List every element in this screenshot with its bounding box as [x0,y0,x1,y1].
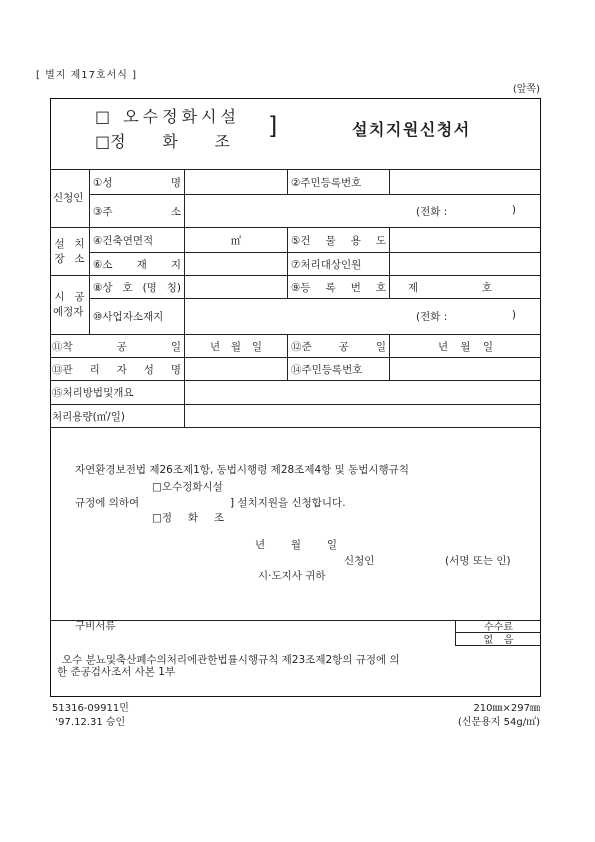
statement-option-sewage: □오수정화시설 [152,481,223,493]
documents-item-line1: 오수 분뇨및축산폐수의처리에관한법률시행규칙 제23조제2항의 규정에 의 [62,654,400,666]
capacity-label: 처리용량(㎥/일) [52,410,125,423]
floor-area-label-cell [90,228,185,253]
capacity-field [185,405,541,428]
fee-label: 수수료 [456,620,541,633]
footer-paper-size: 210㎜×297㎜ [473,703,540,714]
manager-name-field [185,358,288,381]
documents-item-line2: 한 준공검사조서 사본 1부 [57,666,176,678]
completion-date-label: ⑫준 공 일 [291,340,386,353]
start-date-value: 년 월 일 [210,340,262,353]
contractor-phone-close: ) [511,309,516,321]
location-label-cell [90,253,185,276]
trade-name-label: ⑧상 호 (명 칭) [93,281,181,294]
statement-prefix: 규정에 의하여 [75,497,140,509]
signature-note: (서명 또는 인) [445,555,511,567]
fee-value: 없 음 [483,635,514,647]
office-address-label: ⑩사업자소재지 [93,311,164,323]
applicant-phone-open: (전화 : [416,205,448,218]
applicant-name-label-cell [90,170,185,195]
manager-resident-no-field [390,358,541,381]
location-label: ⑥소 재 지 [93,258,181,271]
start-date-label-cell [50,335,185,358]
capacity-label-cell [50,405,185,428]
floor-area-label: ④건축연면적 [93,234,154,247]
manager-name-label: ⑬관 리 자 성 명 [52,363,181,376]
applicant-group-text: 신청인 [53,192,84,204]
start-date-field [185,335,288,358]
applicant-address-field [185,195,541,228]
contractor-phone-open: (전화 : [416,311,448,323]
statement-applicant-label: 신청인 [344,555,375,567]
trade-name-field [185,276,288,299]
documents-label: 구비서류 [75,620,116,632]
statement-line1: 자연환경보전법 제26조제1항, 동법시행령 제28조제4항 및 동법시행규칙 [75,464,409,476]
form-title: 설치지원신청서 [352,120,471,139]
form-code-label: [ 별지 제17호서식 ] [36,70,138,81]
contractor-group-line2: 예정자 [53,306,84,318]
registration-no-label-cell [288,276,390,299]
treatment-method-label-cell [50,381,185,405]
applicant-address-label-cell [90,195,185,228]
completion-date-label-cell [288,335,390,358]
completion-date-value: 년 월 일 [438,340,493,353]
fee-box [455,620,541,646]
building-use-field [390,228,541,253]
target-population-field [390,253,541,276]
treatment-method-field [185,381,541,405]
site-group-line1: 설 치 [54,237,85,250]
office-address-label-cell [90,299,185,335]
addressee: 시·도지사 귀하 [258,570,326,582]
applicant-address-label: ③주 소 [93,205,181,218]
manager-name-label-cell [50,358,185,381]
start-date-label: ⑪착 공 일 [52,340,181,353]
page-side-label: (앞쪽) [512,84,540,95]
applicant-name-label: ①성 명 [93,176,181,189]
header-option-sewage: □ 오수정화시설 [95,107,240,126]
applicant-group-label [50,170,90,228]
applicant-phone [416,204,516,219]
header-bracket: ] [268,112,278,140]
registration-no-value: 제 호 [408,281,492,294]
completion-date-field [390,335,541,358]
footer-approval: ‘97.12.31 승인 [55,717,126,728]
header-option-septic: □정 화 조 [95,132,230,151]
statement-date: 년 월 일 [255,539,337,551]
treatment-method-label: ⑮처리방법및개요 [52,387,134,399]
applicant-resident-no-field [390,170,541,195]
applicant-resident-no-label-cell [288,170,390,195]
footer-paper-type: (신문용지 54g/㎡) [457,717,540,728]
target-population-label-cell [288,253,390,276]
registration-no-label: ⑨등 록 번 호 [291,281,386,294]
manager-resident-no-label: ⑭주민등록번호 [291,363,363,376]
applicant-name-field [185,170,288,195]
contractor-group-line1: 시 공 [54,291,85,303]
footer-form-number: 51316-09911민 [52,703,129,714]
registration-no-field [390,276,541,299]
statement-option-septic: □정 화 조 [152,512,224,524]
site-group-line2: 장 소 [54,252,85,265]
trade-name-label-cell [90,276,185,299]
applicant-resident-no-label: ②주민등록번호 [291,176,362,189]
building-use-label: ⑤건 물 용 도 [291,234,386,247]
manager-resident-no-label-cell [288,358,390,381]
office-address-field [185,299,541,335]
building-use-label-cell [288,228,390,253]
contractor-phone [416,309,516,324]
target-population-label: ⑦처리대상인원 [291,258,362,271]
site-group-label [50,228,90,276]
statement-suffix: ] 설치지원을 신청합니다. [230,497,346,509]
fee-value-row [456,633,541,646]
location-field [185,253,288,276]
floor-area-unit: ㎡ [230,234,242,247]
contractor-group-label [50,276,90,335]
applicant-phone-close: ) [511,203,516,216]
floor-area-field [185,228,288,253]
